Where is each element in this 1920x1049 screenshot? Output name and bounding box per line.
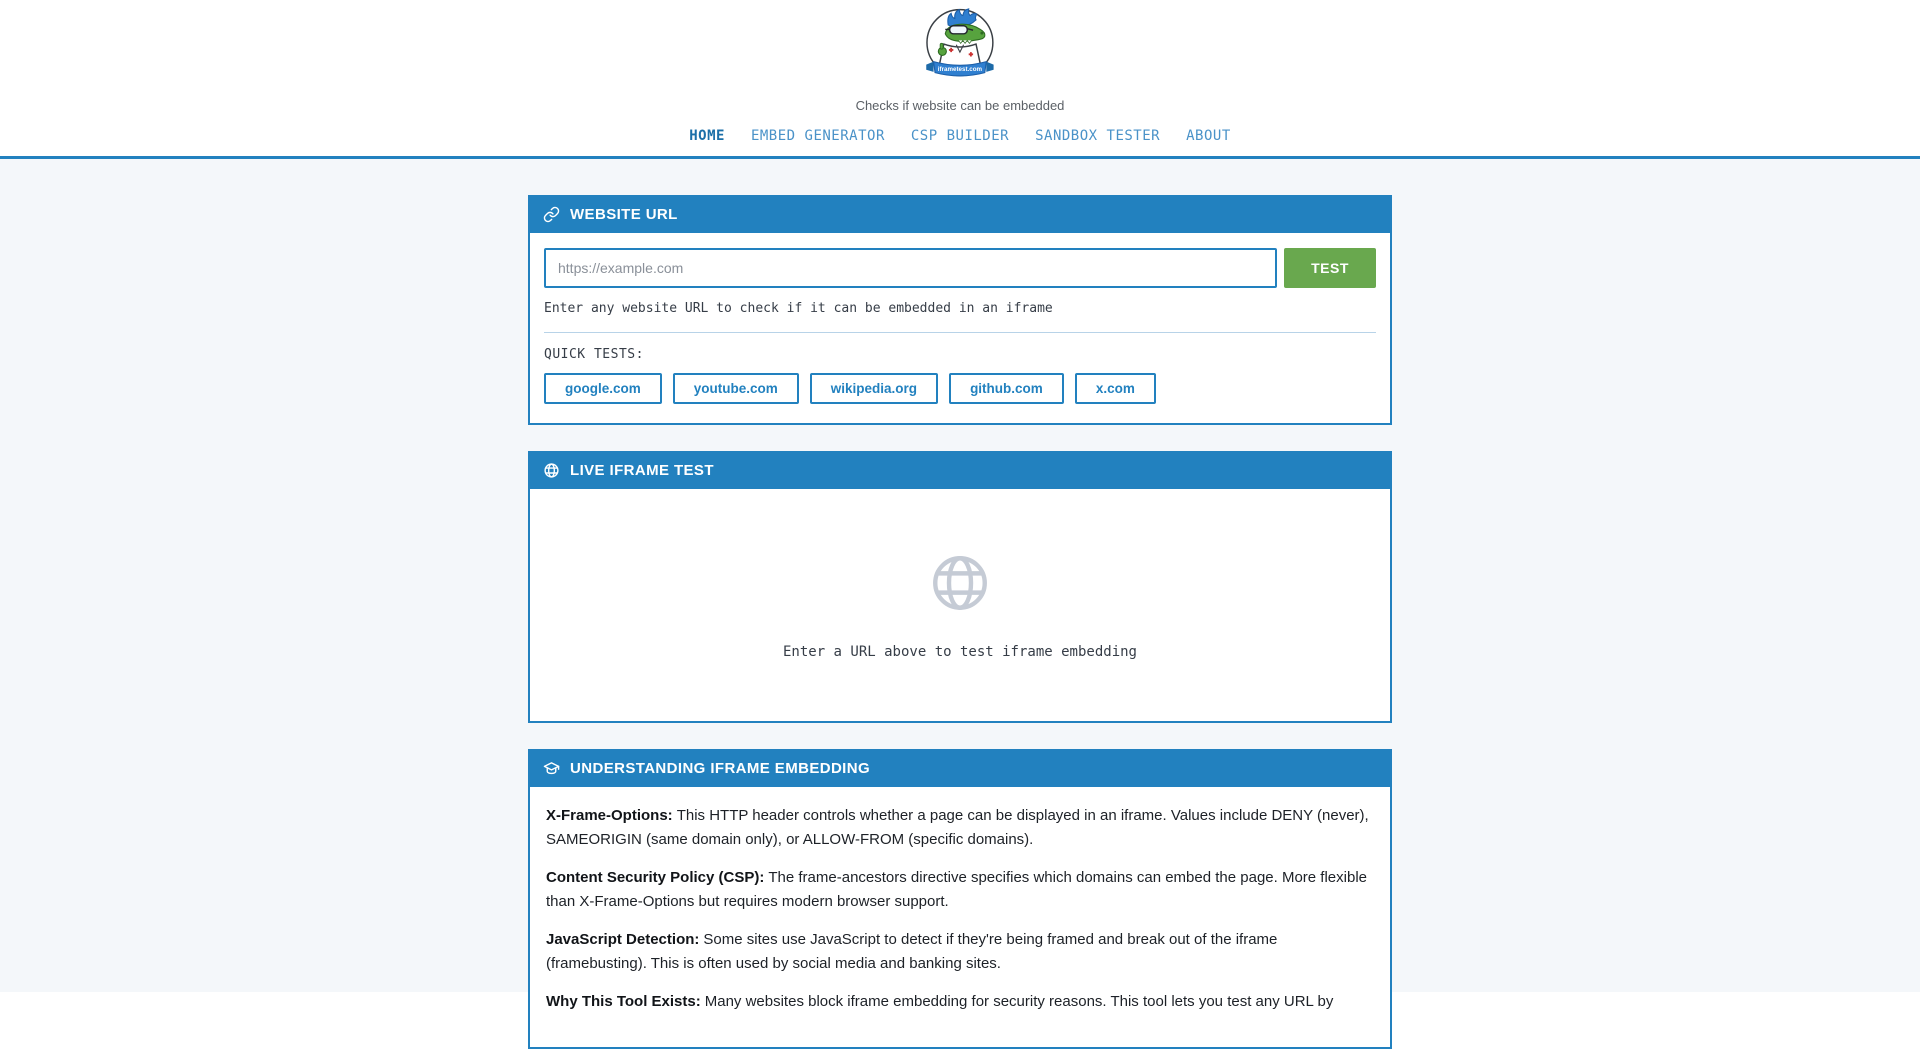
edu-lead-xfo: X-Frame-Options: [546, 807, 673, 824]
url-help-text: Enter any website URL to check if it can be embedded in an iframe [544, 301, 1053, 316]
quick-test-youtube[interactable]: youtube.com [673, 373, 799, 404]
iframe-test-area [528, 489, 1392, 723]
panel-divider [544, 332, 1376, 333]
globe-placeholder-icon [927, 550, 993, 616]
edu-paragraph-js [546, 928, 1374, 977]
live-iframe-panel-title: LIVE IFRAME TEST [570, 461, 714, 479]
graduation-cap-icon [543, 760, 560, 777]
nav-item-sandbox-tester[interactable]: SANDBOX TESTER [1035, 128, 1161, 144]
live-iframe-panel [528, 451, 1392, 723]
live-iframe-panel-header [528, 451, 1392, 489]
education-panel-body [528, 787, 1392, 1049]
edu-lead-js: JavaScript Detection: [546, 930, 700, 948]
nav-item-about[interactable]: ABOUT [1186, 128, 1231, 144]
nav-item-home[interactable]: HOME [689, 128, 725, 144]
iframe-placeholder-text: Enter a URL above to test iframe embedding [782, 644, 1137, 660]
nav-item-embed-generator[interactable]: EMBED GENERATOR [750, 128, 885, 144]
quick-test-wikipedia[interactable]: wikipedia.org [810, 373, 938, 404]
edu-paragraph-csp [546, 866, 1374, 915]
edu-lead-why: Why This Tool Exists: [546, 992, 701, 1010]
website-url-panel [528, 195, 1392, 425]
edu-text-why: Many websites block iframe embedding for security reasons. This tool lets you test any URL by [704, 992, 1334, 1010]
edu-text-js: Some sites use JavaScript to detect if they're being framed and break out of the iframe (framebusting). This is often used by social media and banking sites. [546, 930, 1278, 973]
svg-text:iframetest.com: iframetest.com [937, 66, 983, 74]
quick-tests-label: QUICK TESTS: [544, 347, 644, 362]
edu-text-xfo: This HTTP header controls whether a page can be displayed in an iframe. Values include DENY (never), SAMEORIGIN (same domain only), or ALLOW-FROM (specific domains). [546, 807, 1369, 849]
quick-tests-row [544, 373, 1376, 404]
mascot-logo-icon [916, 6, 1004, 88]
website-url-panel-header [528, 195, 1392, 233]
test-button[interactable]: TEST [1284, 248, 1376, 288]
edu-paragraph-why [546, 990, 1374, 1014]
quick-test-x[interactable]: x.com [1075, 373, 1156, 404]
website-url-panel-body [528, 233, 1392, 425]
site-header [0, 0, 1920, 159]
site-tagline: Checks if website can be embedded [855, 98, 1065, 113]
edu-text-csp: The frame-ancestors directive specifies which domains can embed the page. More flexible than X-Frame-Options but requires modern browser support. [546, 868, 1367, 911]
website-url-panel-title: WEBSITE URL [570, 205, 678, 223]
url-input[interactable] [544, 248, 1277, 288]
nav-item-csp-builder[interactable]: CSP BUILDER [910, 128, 1010, 144]
education-panel-header [528, 749, 1392, 787]
edu-lead-csp: Content Security Policy (CSP): [546, 868, 765, 886]
edu-paragraph-xfo [546, 804, 1374, 853]
education-panel-title: UNDERSTANDING IFRAME EMBEDDING [570, 759, 871, 777]
main-nav [0, 128, 1920, 156]
link-icon [543, 206, 560, 223]
site-logo [0, 6, 1920, 88]
page-background [0, 159, 1920, 1010]
globe-icon [543, 462, 560, 479]
quick-test-google[interactable]: google.com [544, 373, 662, 404]
quick-test-github[interactable]: github.com [949, 373, 1064, 404]
education-panel [528, 749, 1392, 1049]
